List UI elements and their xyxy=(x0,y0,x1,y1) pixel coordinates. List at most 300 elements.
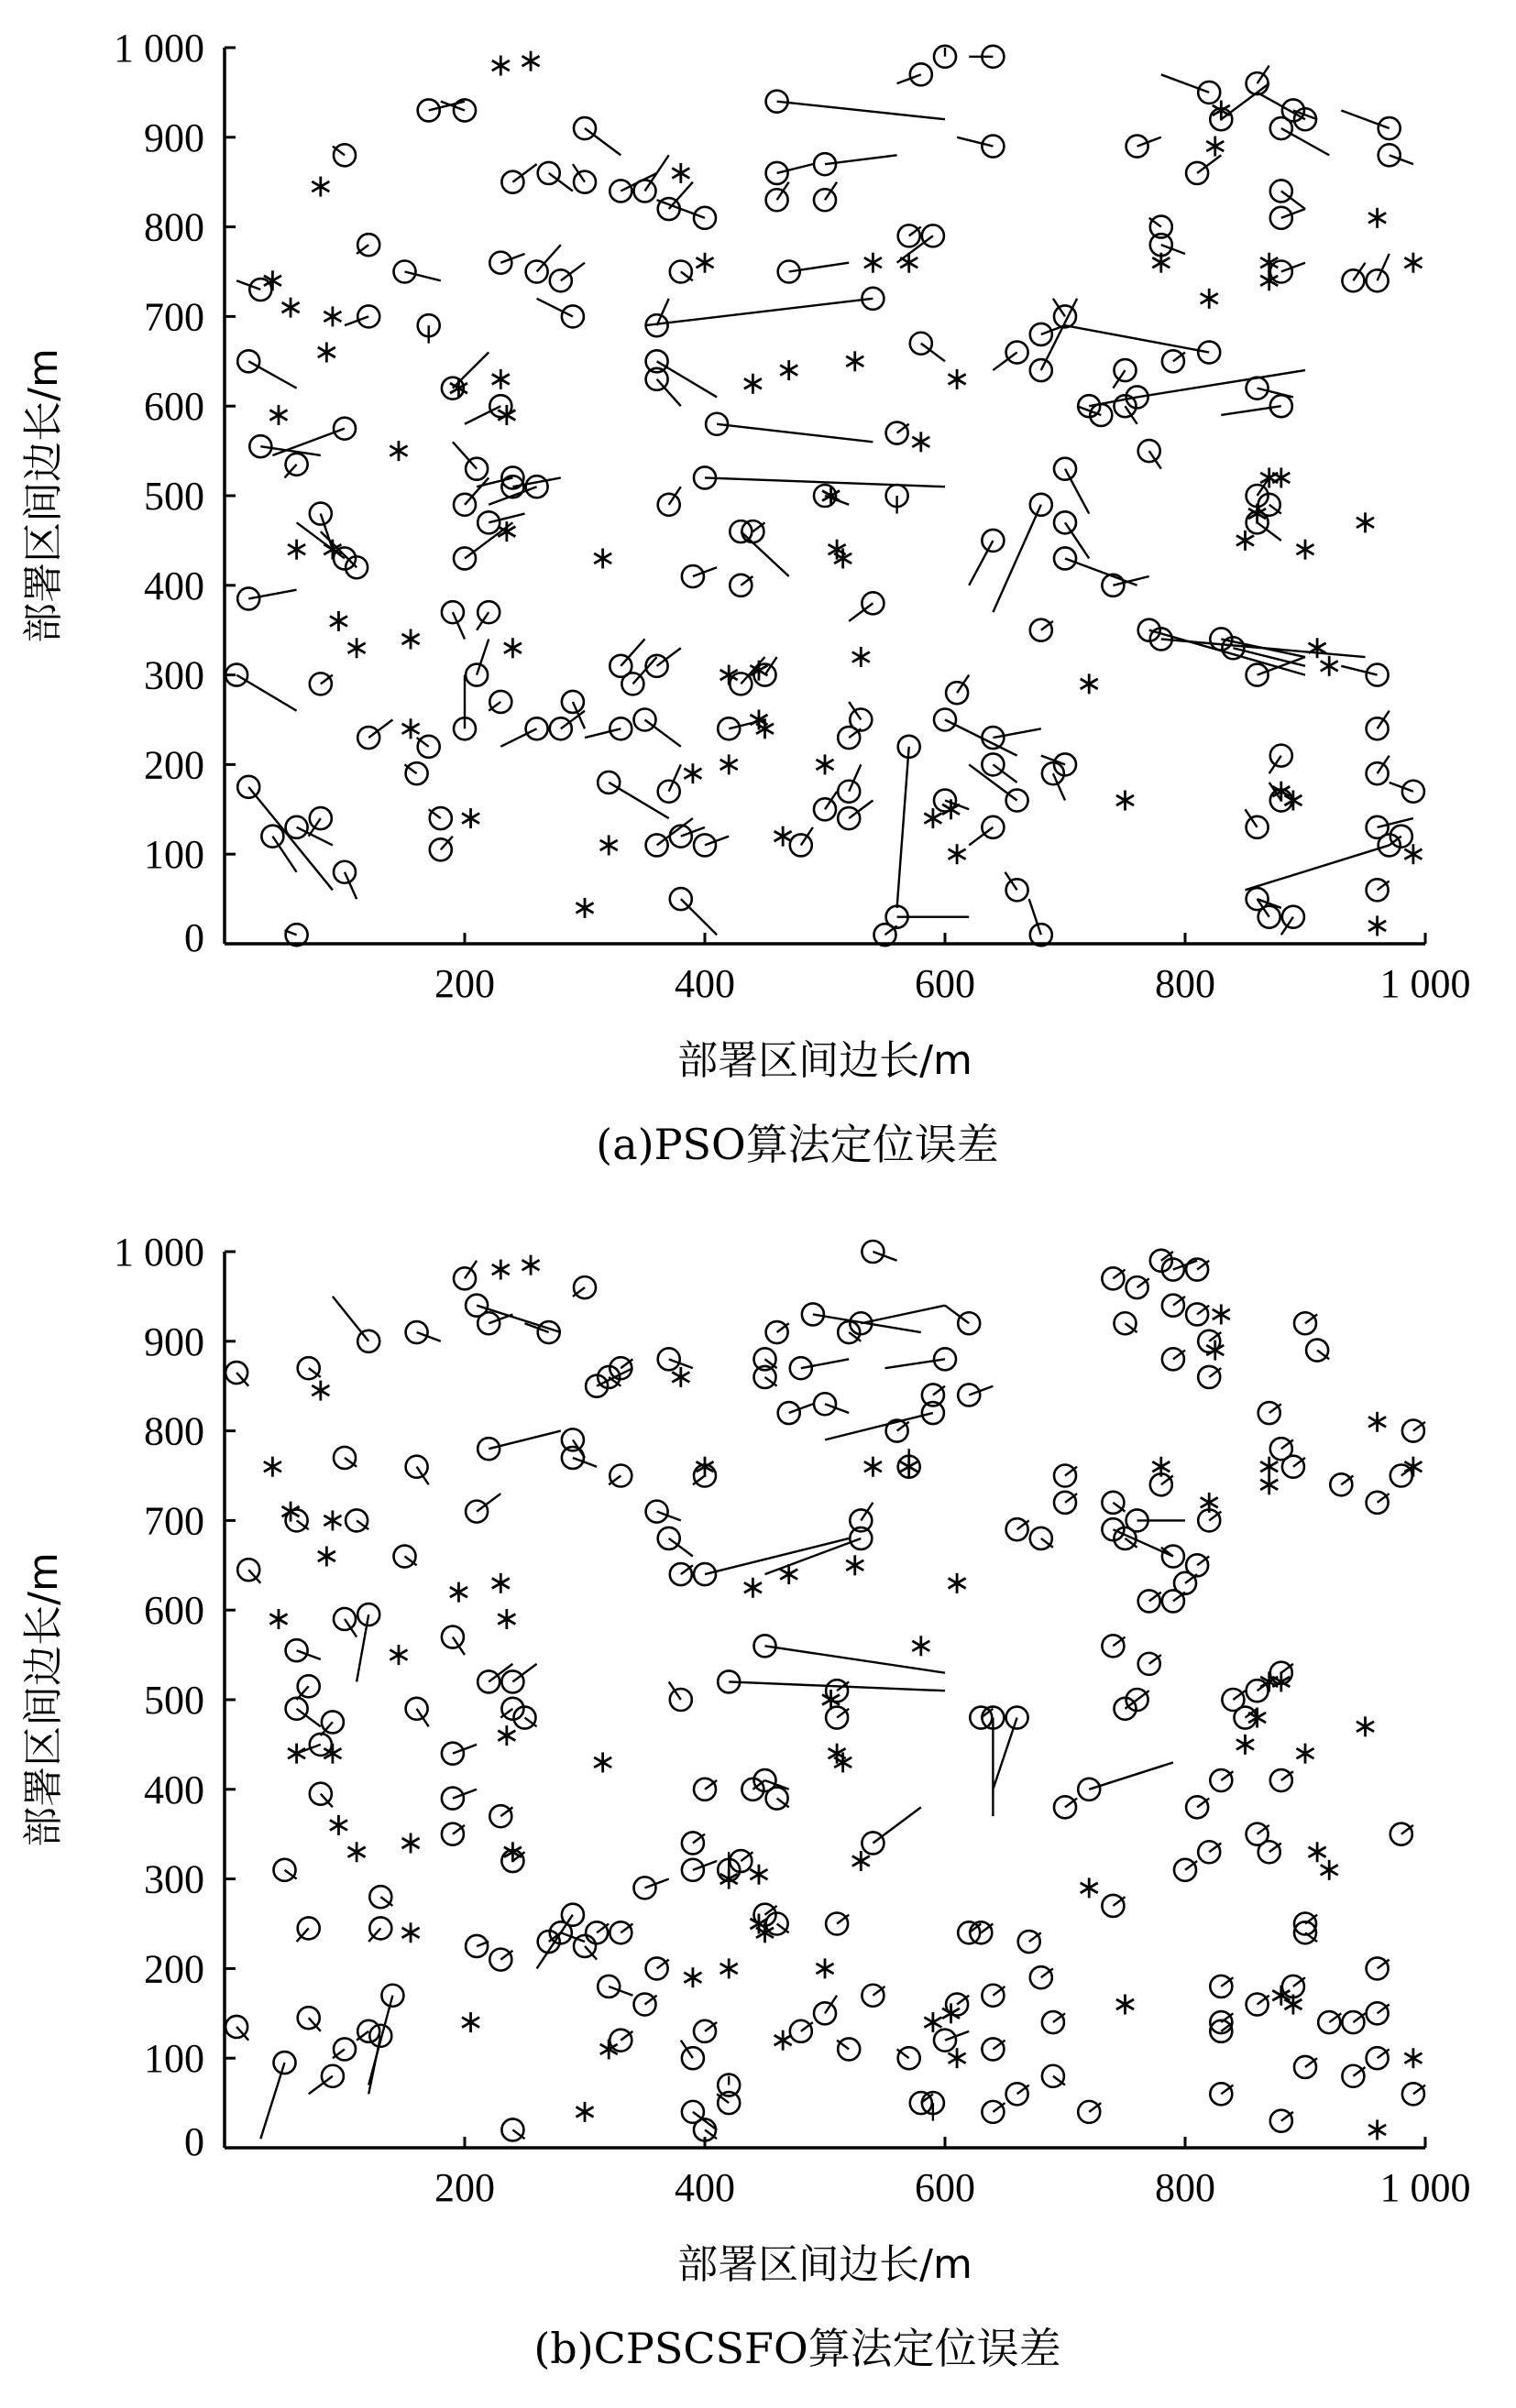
anchor-node-marker xyxy=(498,1609,515,1629)
unknown-node-error xyxy=(610,639,644,676)
unknown-node-error xyxy=(982,1707,1004,1817)
anchor-node-marker xyxy=(1272,467,1290,487)
estimated-position-marker xyxy=(357,2020,379,2042)
anchor-node-marker xyxy=(1368,208,1386,228)
estimated-position-marker xyxy=(478,1438,500,1460)
anchor-node-marker xyxy=(594,548,611,568)
anchor-node-marker xyxy=(312,1381,329,1401)
unknown-node-error xyxy=(1186,1259,1209,1281)
unknown-node-error xyxy=(766,1321,789,1343)
unknown-node-error xyxy=(862,1985,884,2007)
error-line xyxy=(825,1413,933,1439)
estimated-position-marker xyxy=(1102,1492,1124,1514)
unknown-node-error xyxy=(1367,1957,1390,1979)
unknown-node-error xyxy=(586,1368,632,1397)
unknown-node-error xyxy=(1030,619,1053,641)
unknown-node-error xyxy=(1341,664,1388,686)
unknown-node-error xyxy=(658,764,681,802)
unknown-node-error xyxy=(1258,93,1316,130)
unknown-node-error xyxy=(838,764,861,802)
anchor-node-marker xyxy=(576,2102,593,2122)
unknown-node-error xyxy=(982,1985,1005,2007)
error-line xyxy=(645,720,681,747)
unknown-node-error xyxy=(477,601,500,630)
unknown-node-error xyxy=(405,762,428,784)
unknown-node-error xyxy=(237,1559,260,1583)
unknown-node-error xyxy=(1174,1859,1197,1881)
error-line xyxy=(368,720,392,739)
unknown-node-error xyxy=(897,736,920,908)
anchor-node-marker xyxy=(324,306,341,326)
unknown-node-error xyxy=(982,727,1040,749)
unknown-node-error xyxy=(260,2052,295,2139)
unknown-node-error xyxy=(1138,440,1161,469)
error-line xyxy=(477,1306,561,1332)
unknown-node-error xyxy=(309,807,332,837)
unknown-node-error xyxy=(321,531,368,578)
chart-panel-b xyxy=(0,1204,1516,2408)
unknown-node-error xyxy=(466,639,489,685)
unknown-node-error xyxy=(1054,1796,1077,1818)
anchor-node-marker xyxy=(744,374,762,394)
estimated-position-marker xyxy=(1330,1473,1352,1495)
y-tick-label: 200 xyxy=(144,1946,204,1992)
unknown-node-error xyxy=(1102,1492,1125,1514)
x-tick-label: 600 xyxy=(915,961,975,1006)
unknown-node-error xyxy=(550,263,585,292)
anchor-node-marker xyxy=(1260,1457,1278,1477)
unknown-node-error xyxy=(1042,2011,1065,2033)
unknown-node-error xyxy=(1162,1348,1185,1370)
estimated-position-marker xyxy=(1235,1707,1257,1729)
unknown-node-error xyxy=(1210,1769,1233,1791)
error-line xyxy=(632,657,656,684)
anchor-node-marker xyxy=(1296,540,1313,560)
y-tick-label: 1 000 xyxy=(114,26,204,71)
unknown-node-error xyxy=(694,1779,717,1801)
error-line xyxy=(849,801,873,819)
anchor-node-marker xyxy=(684,1967,701,1987)
unknown-node-error xyxy=(321,1711,344,1735)
anchor-node-marker xyxy=(1321,1860,1338,1880)
unknown-node-error xyxy=(1138,1590,1161,1612)
y-tick-label: 100 xyxy=(144,832,204,878)
estimated-position-marker xyxy=(658,1348,680,1370)
unknown-node-error xyxy=(1186,1303,1209,1325)
estimated-position-marker xyxy=(610,2030,632,2052)
unknown-node-error xyxy=(969,530,1004,586)
anchor-node-marker xyxy=(492,369,510,389)
unknown-node-error xyxy=(1198,1509,1221,1531)
anchor-node-marker xyxy=(498,1725,515,1746)
anchor-node-marker xyxy=(1404,253,1422,273)
error-line xyxy=(945,1306,969,1324)
unknown-node-error xyxy=(297,1675,320,1700)
scatter-plot-b xyxy=(0,1204,1516,2408)
estimated-position-marker xyxy=(298,2007,320,2029)
estimated-position-marker xyxy=(802,1303,824,1325)
unknown-node-error xyxy=(1342,2065,1365,2087)
unknown-node-error xyxy=(969,46,1004,68)
unknown-node-error xyxy=(790,1357,849,1379)
unknown-node-error xyxy=(1102,1518,1173,1556)
estimated-position-marker xyxy=(658,1527,680,1549)
unknown-node-error xyxy=(442,1743,477,1765)
x-tick-label: 1 000 xyxy=(1379,961,1471,1006)
unknown-node-error xyxy=(1138,1653,1161,1675)
unknown-node-error xyxy=(1367,254,1390,291)
unknown-node-error xyxy=(333,1297,379,1352)
error-line xyxy=(657,818,693,845)
y-tick-label: 700 xyxy=(144,294,204,340)
error-line xyxy=(645,299,873,325)
anchor-node-marker xyxy=(576,898,593,918)
anchor-node-marker xyxy=(864,1457,882,1477)
anchor-node-marker xyxy=(269,1609,287,1629)
estimated-position-marker xyxy=(237,1559,259,1581)
unknown-node-error xyxy=(1030,299,1077,381)
unknown-node-error xyxy=(1054,1492,1077,1514)
unknown-node-error xyxy=(1342,263,1365,292)
unknown-node-error xyxy=(310,1783,333,1808)
estimated-position-marker xyxy=(1102,1635,1124,1657)
unknown-node-error xyxy=(1281,906,1304,936)
anchor-node-marker xyxy=(780,360,797,380)
error-line xyxy=(297,1709,321,1727)
unknown-node-error xyxy=(1054,511,1089,558)
unknown-node-error xyxy=(454,477,489,515)
unknown-node-error xyxy=(562,1428,585,1458)
error-line xyxy=(921,344,945,362)
anchor-node-marker xyxy=(402,1922,420,1943)
unknown-node-error xyxy=(406,1456,429,1485)
unknown-node-error xyxy=(646,1957,669,1979)
unknown-node-error xyxy=(945,1306,980,1335)
estimated-position-marker xyxy=(1198,1366,1220,1388)
estimated-position-marker xyxy=(1306,1340,1328,1362)
error-line xyxy=(489,514,524,523)
anchor-node-marker xyxy=(522,51,540,71)
error-line xyxy=(777,164,813,173)
unknown-node-error xyxy=(825,1402,944,1439)
anchor-node-marker xyxy=(402,718,420,739)
unknown-node-error xyxy=(1294,1312,1317,1334)
error-line xyxy=(1258,93,1305,119)
unknown-node-error xyxy=(706,413,873,443)
error-line xyxy=(585,128,621,155)
unknown-node-error xyxy=(886,485,908,514)
y-tick-label: 500 xyxy=(144,474,204,519)
estimated-position-marker xyxy=(826,1707,848,1729)
anchor-node-marker xyxy=(492,1260,510,1280)
unknown-node-error xyxy=(946,675,969,705)
unknown-node-error xyxy=(225,664,297,711)
unknown-node-error xyxy=(526,245,561,282)
error-line xyxy=(645,155,669,191)
unknown-node-error xyxy=(562,691,585,728)
unknown-node-error xyxy=(261,826,296,872)
unknown-node-error xyxy=(778,1402,813,1424)
estimated-position-marker xyxy=(778,1402,800,1424)
unknown-node-error xyxy=(897,63,932,85)
unknown-node-error xyxy=(1270,180,1305,209)
error-line xyxy=(333,1297,368,1341)
unknown-node-error xyxy=(586,1921,609,1943)
estimated-position-marker xyxy=(1342,2011,1364,2033)
estimated-position-marker xyxy=(466,458,488,480)
estimated-position-marker xyxy=(682,1859,704,1881)
unknown-node-error xyxy=(501,2118,524,2140)
error-line xyxy=(1341,666,1377,675)
y-tick-label: 500 xyxy=(144,1678,204,1723)
unknown-node-error xyxy=(525,1321,560,1343)
estimated-position-marker xyxy=(934,1348,956,1370)
unknown-node-error xyxy=(910,333,945,362)
error-line xyxy=(897,747,909,908)
unknown-node-error xyxy=(1029,899,1052,946)
unknown-node-error xyxy=(1270,2110,1293,2132)
unknown-node-error xyxy=(658,1348,693,1370)
unknown-node-error xyxy=(1126,136,1161,158)
error-line xyxy=(405,272,441,281)
anchor-node-marker xyxy=(1368,915,1386,936)
unknown-node-error xyxy=(1282,1456,1305,1478)
error-line xyxy=(969,541,993,586)
unknown-node-error xyxy=(489,252,524,274)
unknown-node-error xyxy=(766,91,945,120)
unknown-node-error xyxy=(310,503,333,550)
unknown-node-error xyxy=(838,801,873,830)
y-tick-label: 800 xyxy=(144,1408,204,1454)
unknown-node-error xyxy=(837,2038,860,2060)
unknown-node-error xyxy=(1282,1976,1305,1998)
unknown-node-error xyxy=(1186,155,1221,184)
unknown-node-error xyxy=(274,1859,297,1881)
estimated-position-marker xyxy=(334,1447,356,1469)
unknown-node-error xyxy=(406,1321,441,1343)
estimated-position-marker xyxy=(1402,2083,1424,2105)
estimated-position-marker xyxy=(369,1886,391,1908)
unknown-node-error xyxy=(610,2030,632,2052)
anchor-node-marker xyxy=(744,1578,762,1598)
unknown-node-error xyxy=(1270,117,1329,155)
unknown-node-error xyxy=(1162,350,1185,372)
y-tick-label: 300 xyxy=(144,1856,204,1902)
estimated-position-marker xyxy=(310,1783,332,1805)
unknown-node-error xyxy=(766,162,813,184)
unknown-node-error xyxy=(1246,809,1269,838)
error-line xyxy=(717,424,873,443)
unknown-node-error xyxy=(694,2020,717,2042)
unknown-node-error xyxy=(682,565,717,587)
unknown-node-error xyxy=(272,418,356,455)
unknown-node-error xyxy=(1367,1492,1390,1514)
unknown-node-error xyxy=(537,299,584,328)
estimated-position-marker xyxy=(286,1639,308,1661)
unknown-node-error xyxy=(982,2038,1005,2060)
error-line xyxy=(813,1314,921,1332)
unknown-node-error xyxy=(670,888,717,935)
unknown-node-error xyxy=(1210,1976,1233,1998)
estimated-position-marker xyxy=(334,2038,356,2060)
anchor-node-marker xyxy=(949,1573,966,1593)
unknown-node-error xyxy=(298,2007,321,2031)
unknown-node-error xyxy=(1186,1796,1209,1818)
error-line xyxy=(669,1538,693,1557)
estimated-position-marker xyxy=(357,1604,379,1625)
unknown-node-error xyxy=(1210,2083,1233,2105)
unknown-node-error xyxy=(333,2038,356,2060)
unknown-node-error xyxy=(442,1788,477,1810)
anchor-node-marker xyxy=(318,1547,335,1567)
anchor-node-marker xyxy=(1309,638,1326,658)
unknown-node-error xyxy=(670,261,693,283)
unknown-node-error xyxy=(1102,1267,1125,1289)
unknown-node-error xyxy=(958,1384,993,1406)
error-line xyxy=(248,361,296,388)
unknown-node-error xyxy=(285,454,308,478)
error-line xyxy=(657,379,681,406)
unknown-node-error xyxy=(334,1608,357,1637)
unknown-node-error xyxy=(286,1509,309,1531)
unknown-node-error xyxy=(778,261,850,283)
unknown-node-error xyxy=(969,764,1027,811)
unknown-node-error xyxy=(237,776,333,890)
anchor-node-marker xyxy=(504,638,522,658)
y-tick-label: 100 xyxy=(144,2036,204,2082)
estimated-position-marker xyxy=(1138,1590,1160,1612)
x-axis-label: 部署区间边长/m xyxy=(677,1037,972,1084)
anchor-node-marker xyxy=(390,441,407,461)
unknown-node-error xyxy=(406,1698,429,1727)
estimated-position-marker xyxy=(574,1276,596,1298)
unknown-node-error xyxy=(309,2065,344,2095)
anchor-node-marker xyxy=(1368,1412,1386,1432)
unknown-node-error xyxy=(657,200,716,229)
estimated-position-marker xyxy=(1367,2002,1389,2024)
unknown-node-error xyxy=(826,1680,849,1702)
estimated-position-marker xyxy=(334,1608,356,1630)
unknown-node-error xyxy=(694,834,729,856)
anchor-node-marker xyxy=(522,1255,540,1275)
error-line xyxy=(657,648,681,666)
unknown-node-error xyxy=(501,164,536,193)
unknown-node-error xyxy=(598,1976,632,1998)
unknown-node-error xyxy=(465,395,511,424)
anchor-node-marker xyxy=(816,754,833,774)
unknown-node-error xyxy=(225,2016,248,2041)
unknown-node-error xyxy=(826,1707,849,1729)
origin-tick-label: 0 xyxy=(184,915,204,960)
unknown-node-error xyxy=(1247,1680,1269,1702)
unknown-node-error xyxy=(357,234,379,256)
error-line xyxy=(621,639,644,665)
error-line xyxy=(453,442,477,468)
unknown-node-error xyxy=(454,1261,477,1290)
unknown-node-error xyxy=(1270,207,1305,229)
anchor-node-marker xyxy=(600,835,618,855)
error-line xyxy=(1221,83,1269,119)
anchor-node-marker xyxy=(672,163,689,183)
anchor-node-marker xyxy=(1201,289,1218,309)
error-line xyxy=(453,353,489,389)
unknown-node-error xyxy=(1006,2083,1029,2105)
unknown-node-error xyxy=(1330,1473,1353,1495)
unknown-node-error xyxy=(1402,2083,1425,2105)
unknown-node-error xyxy=(1318,2011,1341,2033)
estimated-position-marker xyxy=(489,1949,511,1971)
anchor-node-marker xyxy=(1404,2048,1422,2068)
x-axis-label: 部署区间边长/m xyxy=(677,2241,972,2288)
unknown-node-error xyxy=(1054,1465,1077,1487)
unknown-node-error xyxy=(394,261,441,283)
anchor-node-marker xyxy=(1260,1474,1278,1494)
unknown-node-error xyxy=(862,1241,896,1263)
unknown-node-error xyxy=(766,1788,789,1810)
error-line xyxy=(489,1664,512,1682)
unknown-node-error xyxy=(658,182,693,220)
anchor-node-marker xyxy=(330,611,347,631)
unknown-node-error xyxy=(454,522,512,569)
estimated-position-marker xyxy=(694,1779,716,1801)
anchor-node-marker xyxy=(450,1582,467,1603)
unknown-node-error xyxy=(1198,1841,1221,1863)
y-axis-label: 部署区间边长/m xyxy=(20,348,67,643)
unknown-node-error xyxy=(394,1546,417,1568)
anchor-node-marker xyxy=(852,647,870,667)
error-line xyxy=(1065,522,1089,558)
anchor-node-marker xyxy=(462,2012,479,2032)
unknown-node-error xyxy=(897,2047,920,2069)
unknown-node-error xyxy=(1018,1931,1041,1953)
anchor-node-marker xyxy=(852,1851,870,1871)
anchor-node-marker xyxy=(900,253,917,273)
unknown-node-error xyxy=(1005,872,1028,902)
unknown-node-error xyxy=(237,587,296,609)
unknown-node-error xyxy=(418,314,440,344)
unknown-node-error xyxy=(1078,2101,1101,2123)
unknown-node-error xyxy=(297,1734,332,1756)
estimated-position-marker xyxy=(1162,1295,1184,1317)
plot-area-b xyxy=(225,1241,1425,2140)
unknown-node-error xyxy=(310,673,333,695)
y-tick-label: 300 xyxy=(144,652,204,698)
unknown-node-error xyxy=(334,861,357,899)
anchor-node-marker xyxy=(672,1367,689,1387)
estimated-position-marker xyxy=(1078,1779,1100,1801)
unknown-node-error xyxy=(538,162,573,192)
error-line xyxy=(849,603,873,621)
panel-caption: (a)PSO算法定位误差 xyxy=(596,1120,999,1169)
unknown-node-error xyxy=(489,691,511,713)
unknown-node-error xyxy=(429,807,452,829)
anchor-node-marker xyxy=(1213,1304,1230,1324)
unknown-node-error xyxy=(225,1362,248,1386)
error-line xyxy=(465,477,489,504)
unknown-node-error xyxy=(441,99,476,121)
anchor-node-marker xyxy=(1368,2119,1386,2140)
unknown-node-error xyxy=(286,1639,321,1661)
anchor-node-marker xyxy=(1404,844,1422,864)
estimated-position-marker xyxy=(1162,1546,1184,1568)
unknown-node-error xyxy=(1102,575,1148,597)
unknown-node-error xyxy=(1390,1465,1413,1487)
anchor-node-marker xyxy=(846,1555,863,1575)
unknown-node-error xyxy=(537,1904,584,1969)
anchor-node-marker xyxy=(348,638,366,658)
unknown-node-error xyxy=(286,1698,321,1727)
error-line xyxy=(873,1807,920,1843)
